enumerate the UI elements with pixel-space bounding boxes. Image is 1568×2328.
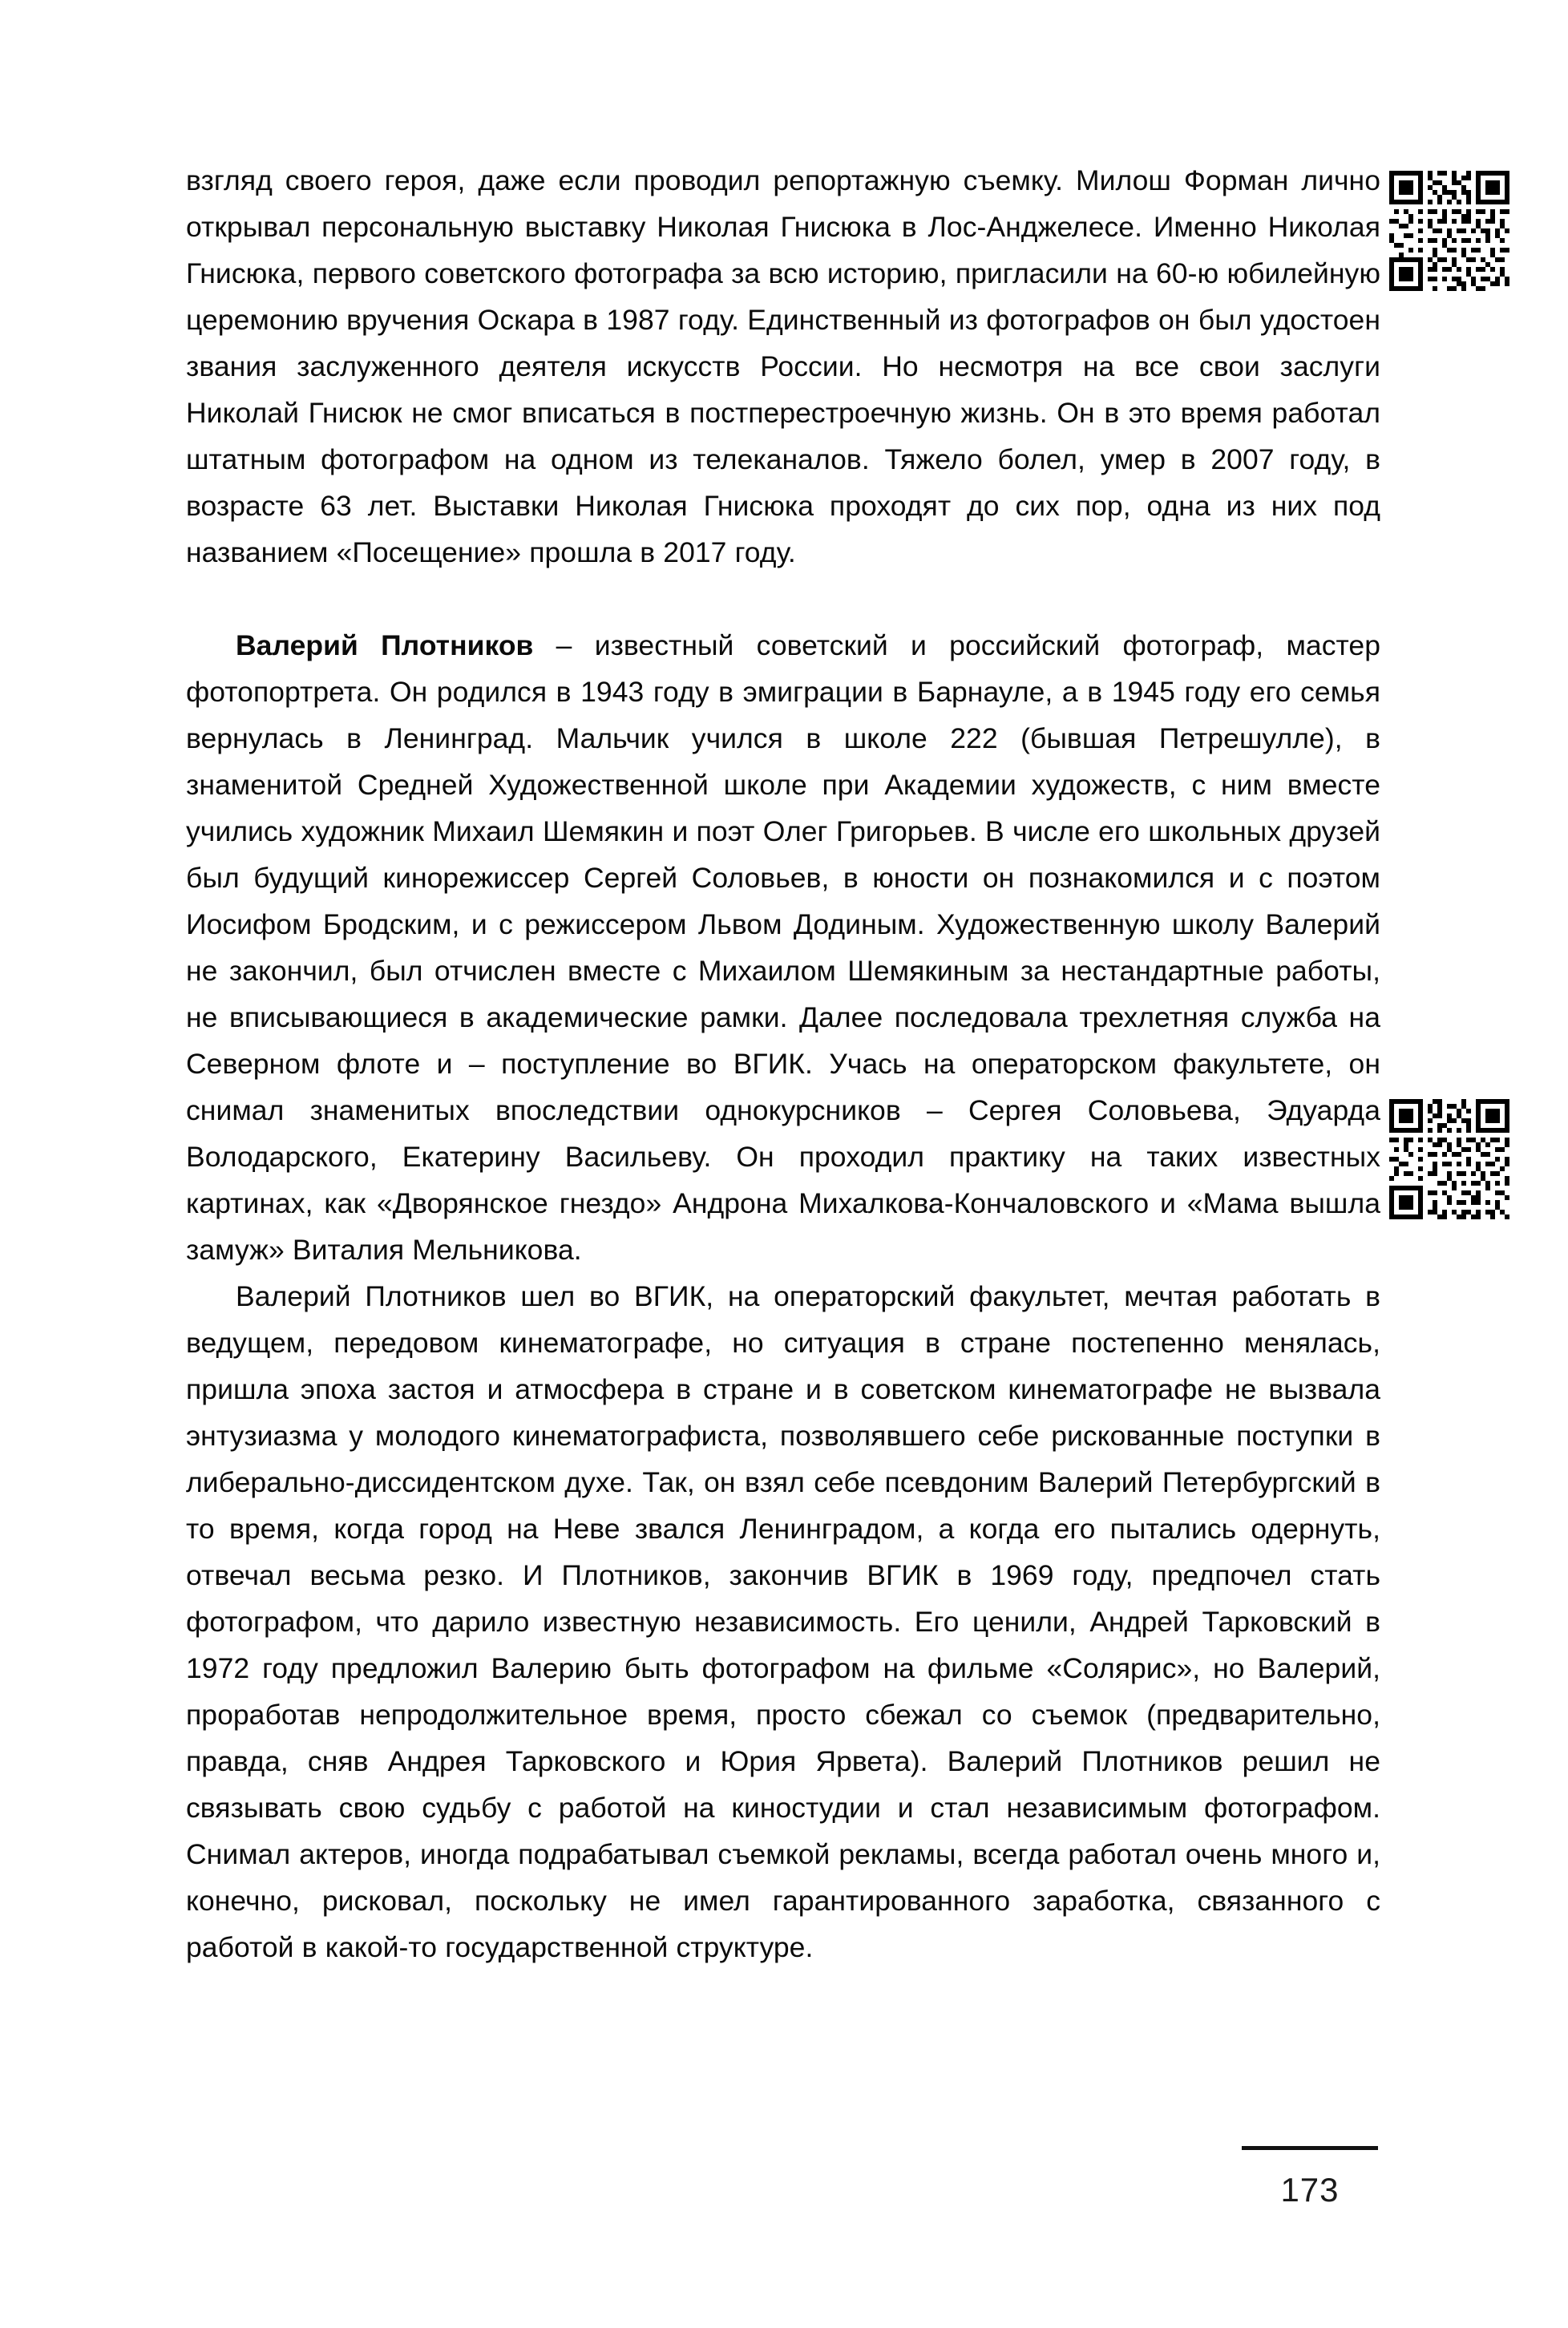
paragraph-text: – известный советский и российский фотограф, мастер фотопортрета. Он родился в 1943 году в эмиграции в Барнауле, а в 1945 году его семья вернулась в Ленинград. Мальчик учился в школе 222 (бывшая Петрешулле), в знаменитой Средней Художественной школе при Академии художеств, с ним вместе учились художник Михаил Шемякин и поэт Олег Григорьев. В числе его школьных друзей был будущий кинорежиссер Сергей Соловьев, в юности он познакомился и с поэтом Иосифом Бродским, и с режиссером Львом Додиным. Художественную школу Валерий не закончил, был отчислен вместе с Михаилом Шемякиным за нестандартные работы, не вписывающиеся в академические рамки. Далее последовала трехлетняя служба на Северном флоте и – поступление во ВГИК. Учась на операторском факультете, он снимал знаменитых впоследствии однокурсников – Сергея Соловьева, Эдуарда Володарского, Екатерину Васильеву. Он проходил практику на таких известных картинах, как «Дворянское гнездо» Андрона Михалкова-Кончаловского и «Мама вышла замуж» Виталия Мельникова. — [186, 629, 1380, 1266]
paragraph-text: взгляд своего героя, даже если проводил репортажную съемку. Милош Форман лично открывал персональную выставку Николая Гнисюка в Лос-Анджелесе. Именно Николая Гнисюка, первого советского фотографа за всю историю, пригласили на 60-ю юбилейную церемонию вручения Оскара в 1987 году. Единственный из фотографов он был удостоен звания заслуженного деятеля искусств России. Но несмотря на все свои заслуги Николай Гнисюк не смог вписаться в постперестроечную жизнь. Он в это время работал штатным фотографом на одном из телеканалов. Тяжело болел, умер в 2007 году, в возрасте 63 лет. Выставки Николая Гнисюка проходят до сих пор, одна из них под названием «Посещение» прошла в 2017 году. — [186, 164, 1380, 568]
paragraph-spacer — [186, 576, 1380, 622]
qr-code-middle-icon — [1389, 1099, 1509, 1219]
page-number: 173 — [1280, 2171, 1340, 2209]
paragraph-plotnikov-vgik — [186, 1273, 1380, 1970]
paragraph-gnisyuk — [186, 157, 1380, 576]
text-column — [186, 157, 1380, 1970]
lead-person-name: Валерий Плотников — [236, 629, 534, 661]
footer-rule — [1242, 2146, 1378, 2150]
paragraph-plotnikov-bio — [186, 622, 1380, 1273]
qr-code-top-icon — [1389, 171, 1509, 291]
paragraph-text: Валерий Плотников шел во ВГИК, на операторский факультет, мечтая работать в ведущем, передовом кинематографе, но ситуация в стране постепенно менялась, пришла эпоха застоя и атмосфера в стране и в советском кинематографе не вызвала энтузиазма у молодого кинематографиста, позволявшего себе рискованные поступки в либерально-диссидентском духе. Так, он взял себе псевдоним Валерий Петербургский в то время, когда город на Неве звался Ленинградом, а когда его пытались одернуть, отвечал весьма резко. И Плотников, закончив ВГИК в 1969 году, предпочел стать фотографом, что дарило известную независимость. Его ценили, Андрей Тарковский в 1972 году предложил Валерию быть фотографом на фильме «Солярис», но Валерий, проработав непродолжительное время, просто сбежал со съемок (предварительно, правда, сняв Андрея Тарковского и Юрия Ярвета). Валерий Плотников решил не связывать свою судьбу с работой на киностудии и стал независимым фотографом. Снимал актеров, иногда подрабатывал съемкой рекламы, всегда работал очень много и, конечно, рисковал, поскольку не имел гарантированного заработка, связанного с работой в какой-то государственной структуре. — [186, 1280, 1380, 1963]
